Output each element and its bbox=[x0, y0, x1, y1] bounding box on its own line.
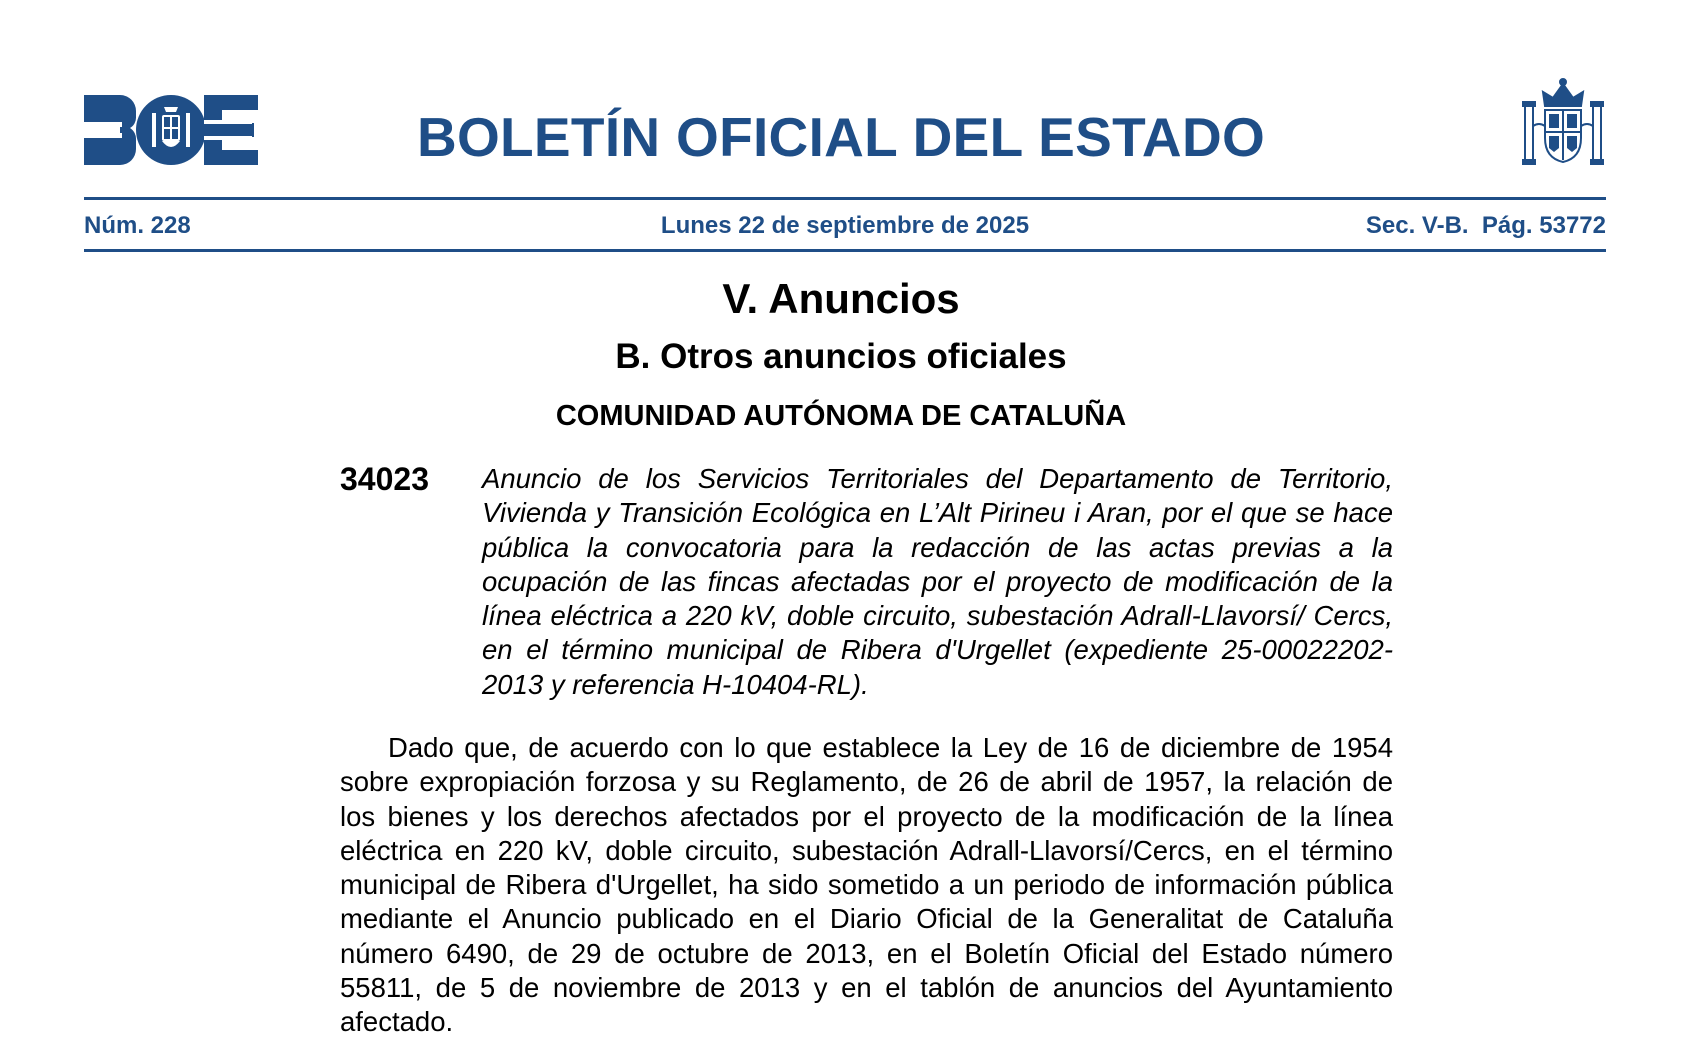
issue-info-bar bbox=[84, 210, 1606, 242]
section-title: V. Anuncios bbox=[722, 275, 960, 322]
spanish-coat-of-arms-icon bbox=[1521, 76, 1605, 168]
issue-date: Lunes 22 de septiembre de 2025 bbox=[660, 212, 1030, 239]
announcement-number: 34023 bbox=[340, 461, 429, 497]
masthead-title: BOLETÍN OFICIAL DEL ESTADO bbox=[416, 106, 1266, 168]
community-heading: COMUNIDAD AUTÓNOMA DE CATALUÑA bbox=[555, 400, 1127, 432]
section-subtitle: B. Otros anuncios oficiales bbox=[615, 337, 1067, 376]
header-rule-top bbox=[84, 197, 1606, 200]
announcement-summary: Anuncio de los Servicios Territoriales del Departamento de Territorio, Vivienda y Transición Ecológica en L’Alt Pirineu i Aran, por el que se hace pública la convocatoria para la redacción de las actas previas a la ocupación de las fincas afectadas por el proyecto de modificación de la línea eléctrica a 220 kV, doble circuito, subestación Adrall-Llavorsí/ Cercs, en el término municipal de Ribera d'Urgellet (expediente 25-00022202-2013 y referencia H-10404-RL). bbox=[482, 463, 1393, 700]
issue-number: Núm. 228 bbox=[84, 212, 191, 239]
body-paragraph: Dado que, de acuerdo con lo que establece la Ley de 16 de diciembre de 1954 sobre expropiación forzosa y su Reglamento, de 26 de abril de 1957, la relación de los bienes y los derechos afectados por el proyecto de la modificación de la línea eléctrica en 220 kV, doble circuito, subestación Adrall-Llavorsí/Cercs, en el término municipal de Ribera d'Urgellet, ha sido sometido a un periodo de información pública mediante el Anuncio publicado en el Diario Oficial de la Generalitat de Cataluña número 6490, de 29 de octubre de 2013, en el Boletín Oficial del Estado número 55811, de 5 de noviembre de 2013 y en el tablón de anuncios del Ayuntamiento afectado. bbox=[340, 732, 1393, 1038]
section-page-reference: Sec. V-B. Pág. 53772 bbox=[1365, 212, 1606, 239]
header-rule-bottom bbox=[84, 249, 1606, 252]
